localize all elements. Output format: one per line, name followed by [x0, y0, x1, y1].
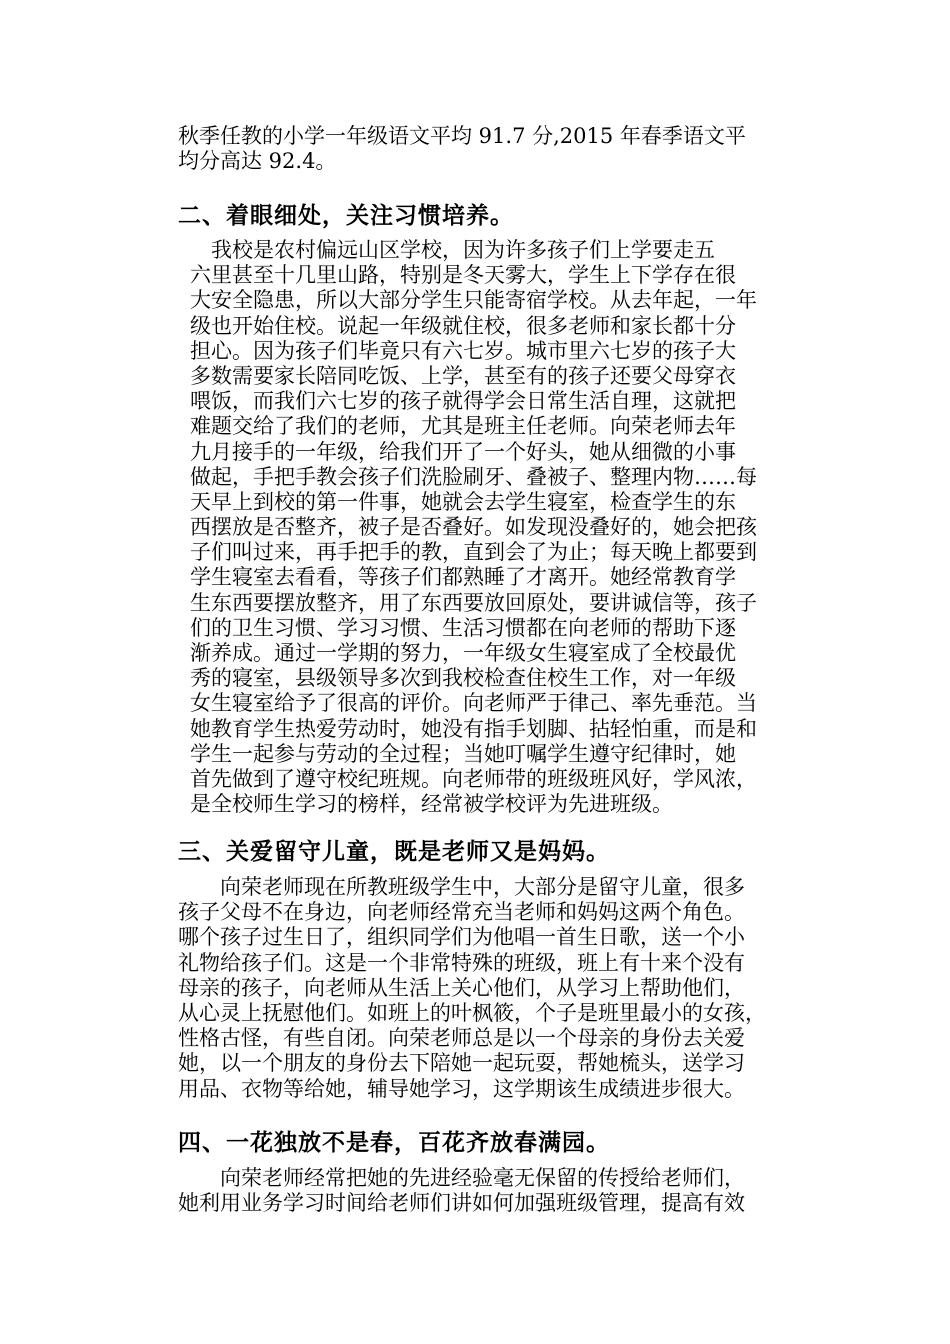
text-line: 西摆放是否整齐，被子是否叠好。如发现没叠好的，她会把孩 — [190, 515, 757, 540]
text-line: 她教育学生热爱劳动时，她没有指手划脚、拈轻怕重，而是和 — [190, 716, 757, 741]
text-line: 级也开始住校。说起一年级就住校，很多老师和家长都十分 — [190, 313, 736, 338]
text-line: 向荣老师现在所教班级学生中，大部分是留守儿童，很多 — [178, 875, 745, 899]
text-line: 是全校师生学习的榜样，经常被学校评为先进班级。 — [190, 792, 673, 817]
text-line: 们的卫生习惯、学习习惯、生活习惯都在向老师的帮助下逐 — [190, 615, 736, 640]
text-line: 秋季任教的小学一年级语文平均 91.7 分,2015 年春季语文平 — [178, 124, 746, 148]
text-line: 她利用业务学习时间给老师们讲如何加强班级管理，提高有效 — [178, 1191, 745, 1216]
text-line: 秀的寝室，县级领导多次到我校检查住校生工作，对一年级 — [190, 666, 736, 691]
text-line: 喂饭，而我们六七岁的孩子就得学会日常生活自理，这就把 — [190, 389, 736, 414]
text-line: 难题交给了我们的老师，尤其是班主任老师。向荣老师去年 — [190, 414, 736, 439]
intro-paragraph — [178, 124, 778, 174]
text-line: 性格古怪，有些自闭。向荣老师总是以一个母亲的身份去关爱 — [178, 1026, 745, 1051]
text-line: 她，以一个朋友的身份去下陪她一起玩耍，帮她梳头，送学习 — [178, 1051, 745, 1076]
text-line: 女生寝室给予了很高的评价。向老师严于律己、率先垂范。当 — [190, 691, 757, 716]
section-heading-3: 三、关爱留守儿童，既是老师又是妈妈。 — [178, 839, 610, 865]
text-line: 从心灵上抚慰他们。如班上的叶枫筱，个子是班里最小的女孩， — [178, 1000, 766, 1025]
text-line: 担心。因为孩子们毕竟只有六七岁。城市里六七岁的孩子大 — [190, 338, 736, 363]
section-heading-4: 四、一花独放不是春，百花齐放春满园。 — [178, 1130, 610, 1156]
section-3-paragraph — [178, 875, 778, 1102]
text-line: 学生寝室去看看，等孩子们都熟睡了才离开。她经常教育学 — [190, 565, 736, 590]
section-2-paragraph — [190, 238, 790, 817]
text-line: 大安全隐患，所以大部分学生只能寄宿学校。从去年起，一年 — [190, 288, 757, 313]
text-line: 做起，手把手教会孩子们洗脸刷牙、叠被子、整理内物……每 — [190, 464, 757, 489]
text-line: 均分高达 92.4。 — [178, 149, 337, 174]
text-line: 天早上到校的第一件事，她就会去学生寝室，检查学生的东 — [190, 489, 736, 514]
text-line: 我校是农村偏远山区学校，因为许多孩子们上学要走五 — [190, 238, 715, 262]
section-4-paragraph — [178, 1166, 778, 1216]
text-line: 向荣老师经常把她的先进经验毫无保留的传授给老师们， — [178, 1166, 745, 1190]
text-line: 渐养成。通过一学期的努力，一年级女生寝室成了全校最优 — [190, 641, 736, 665]
text-line: 九月接手的一年级，给我们开了一个好头，她从细微的小事 — [190, 439, 736, 464]
text-line: 用品、衣物等给她，辅导她学习，这学期该生成绩进步很大。 — [178, 1076, 745, 1101]
text-line: 首先做到了遵守校纪班规。向老师带的班级班风好，学风浓， — [190, 766, 757, 791]
text-line: 六里甚至十几里山路，特别是冬天雾大，学生上下学存在很 — [190, 263, 736, 288]
text-line: 学生一起参与劳动的全过程；当她叮嘱学生遵守纪律时，她 — [190, 741, 736, 766]
text-line: 母亲的孩子，向老师从生活上关心他们，从学习上帮助他们， — [178, 975, 745, 1000]
text-line: 生东西要摆放整齐，用了东西要放回原处，要讲诚信等，孩子 — [190, 590, 757, 615]
text-line: 礼物给孩子们。这是一个非常特殊的班级，班上有十来个没有 — [178, 950, 745, 975]
text-line: 多数需要家长陪同吃饭、上学，甚至有的孩子还要父母穿衣 — [190, 363, 736, 388]
text-line: 孩子父母不在身边，向老师经常充当老师和妈妈这两个角色。 — [178, 900, 745, 925]
text-line: 子们叫过来，再手把手的教，直到会了为止；每天晚上都要到 — [190, 540, 757, 565]
section-heading-2: 二、着眼细处，关注习惯培养。 — [178, 203, 514, 229]
text-line: 哪个孩子过生日了，组织同学们为他唱一首生日歌，送一个小 — [178, 925, 745, 950]
